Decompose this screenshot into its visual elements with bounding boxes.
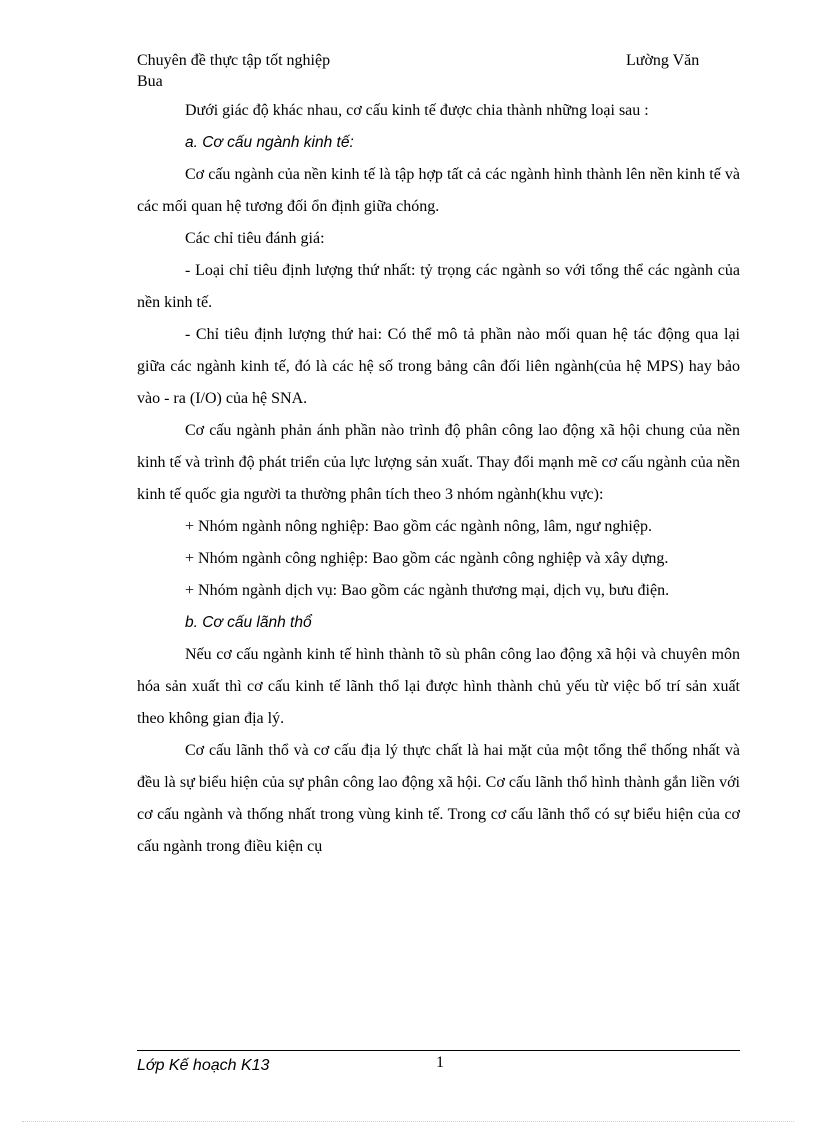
list-item: + Nhóm ngành công nghiệp: Bao gồm các ngành công nghiệp và xây dựng. — [185, 550, 669, 567]
section-heading: b. Cơ cấu lãnh thổ — [185, 614, 312, 631]
paragraph: Các chỉ tiêu đánh giá: — [185, 230, 325, 247]
footer-divider — [137, 1050, 740, 1051]
paragraph: - Loại chỉ tiêu định lượng thứ nhất: tỷ trọng các ngành so với tổng thể các ngành của nền kinh tế. — [137, 262, 740, 311]
list-item: + Nhóm ngành nông nghiệp: Bao gồm các ngành nông, lâm, ngư nghiệp. — [185, 518, 652, 535]
header-title: Chuyên đề thực tập tốt nghiệp — [137, 52, 331, 69]
paragraph: Dưới giác độ khác nhau, cơ cấu kinh tế được chia thành những loại sau : — [185, 102, 649, 119]
page-number: 1 — [436, 1054, 444, 1071]
page-edge-divider — [22, 1121, 794, 1122]
paragraph: Nếu cơ cấu ngành kinh tế hình thành tõ sù phân công lao động xã hội và chuyên môn hóa sản xuất thì cơ cấu kinh tế lãnh thổ lại được hình thành chủ yếu từ việc bố trí sản xuất theo không gian địa lý. — [137, 646, 740, 727]
document-body — [137, 95, 740, 863]
header-author-wrap: Bua — [137, 73, 163, 90]
list-item: + Nhóm ngành dịch vụ: Bao gồm các ngành thương mại, dịch vụ, bưu điện. — [185, 582, 670, 599]
header-author: Lường Văn — [626, 52, 700, 69]
paragraph: Cơ cấu ngành phản ánh phần nào trình độ phân công lao động xã hội chung của nền kinh tế và trình độ phát triển của lực lượng sản xuất. Thay đổi mạnh mẽ cơ cấu ngành của nền kinh tế quốc gia người ta thường phân tích theo 3 nhóm ngành(khu vực): — [137, 422, 740, 503]
footer-class-label: Lớp Kế hoạch K13 — [137, 1057, 270, 1074]
section-heading: a. Cơ cấu ngành kinh tế: — [185, 134, 354, 151]
paragraph: Cơ cấu lãnh thổ và cơ cấu địa lý thực chất là hai mặt của một tổng thể thống nhất và đều là sự biểu hiện của sự phân công lao động xã hội. Cơ cấu lãnh thổ hình thành gắn liền với cơ cấu ngành và thống nhất trong vùng kinh tế. Trong cơ cấu lãnh thổ có sự biểu hiện của cơ cấu ngành trong điều kiện cụ — [137, 742, 740, 855]
paragraph: - Chỉ tiêu định lượng thứ hai: Có thể mô tả phần nào mối quan hệ tác động qua lại giữa các ngành kinh tế, đó là các hệ số trong bảng cân đối liên ngành(của hệ MPS) hay bảo vào - ra (I/O) của hệ SNA. — [137, 326, 740, 407]
paragraph: Cơ cấu ngành của nền kinh tế là tập hợp tất cả các ngành hình thành lên nền kinh tế và các mối quan hệ tương đối ổn định giữa chóng. — [137, 166, 740, 215]
